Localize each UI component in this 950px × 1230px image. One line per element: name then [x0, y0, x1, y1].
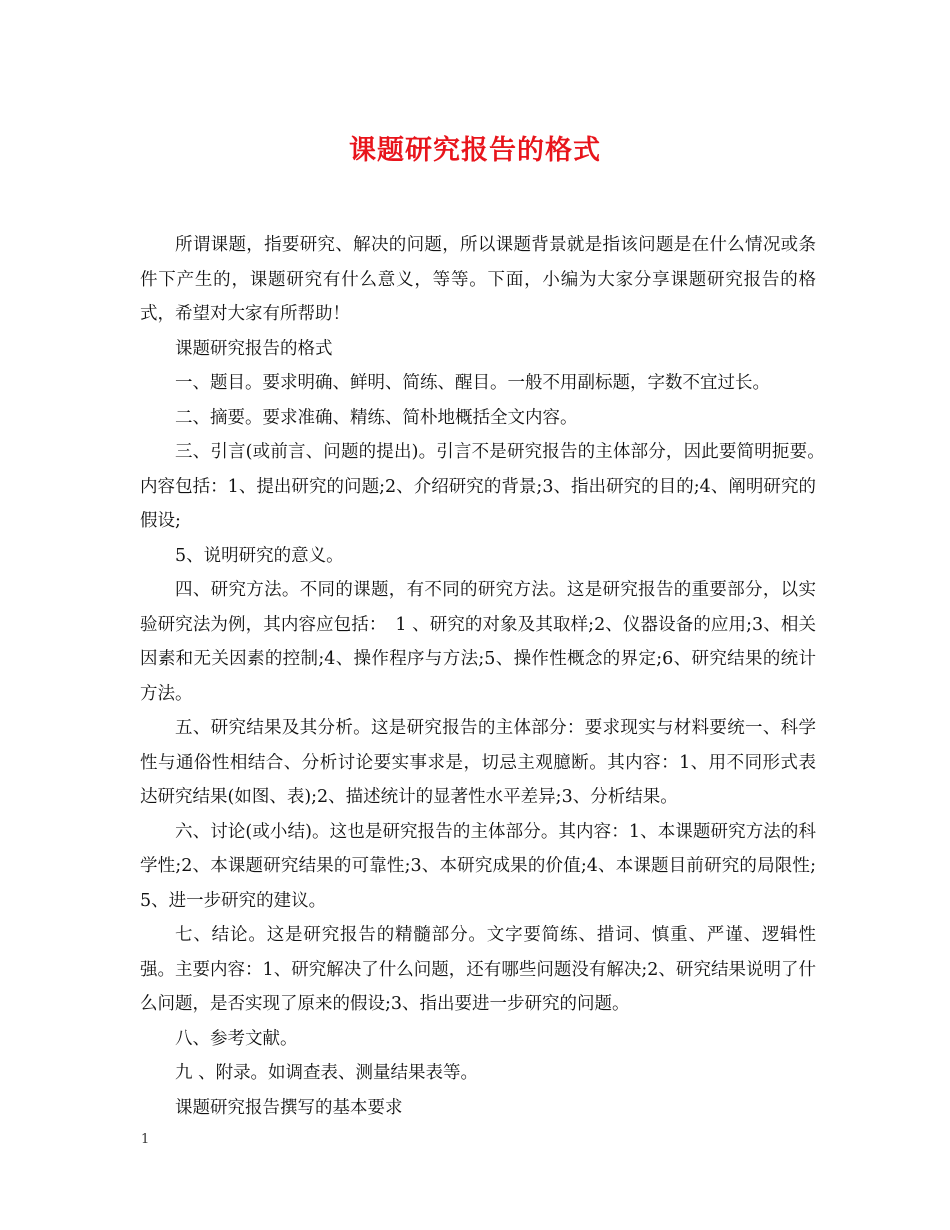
paragraph-results-section: 五、研究结果及其分析。这是研究报告的主体部分：要求现实与材料要统一、科学性与通俗性相结合、分析讨论要实事求是，切忌主观臆断。其内容：1、用不同形式表达研究结果(如图、表);2、描述统计的显著性水平差异;3、分析结果。 — [140, 718, 816, 807]
page-number: 1 — [141, 1132, 150, 1147]
paragraph-introduction-section: 三、引言(或前言、问题的提出)。引言不是研究报告的主体部分，因此要简明扼要。 内容包括：1、提出研究的问题;2、介绍研究的背景;3、指出研究的目的;4、阐明研究的假设; — [140, 442, 834, 531]
paragraph-requirements-heading: 课题研究报告撰写的基本要求 — [175, 1097, 403, 1118]
paragraph-heading-format: 课题研究报告的格式 — [175, 338, 333, 359]
paragraph-significance-item: 5、说明研究的意义。 — [175, 545, 344, 566]
paragraph-appendix-section: 九 、附录。如调查表、测量结果表等。 — [175, 1063, 479, 1083]
paragraph-title-section: 一、题目。要求明确、鲜明、简练、醒目。一般不用副标题，字数不宜过长。 — [175, 373, 770, 393]
paragraph-methods-section: 四、研究方法。不同的课题，有不同的研究方法。这是研究报告的重要部分，以实验研究法为例，其内容应包括： 1 、研究的对象及其取样;2、仪器设备的应用;3、相关因素和无关因素的控制;4、操作程序与方法;5、操作性概念的界定;6、研究结果的统计方法。 — [140, 580, 816, 704]
paragraph-discussion-section: 六、讨论(或小结)。这也是研究报告的主体部分。其内容：1、本课题研究方法的科学性;2、本课题研究结果的可靠性;3、本研究成果的价值;4、本课题目前研究的局限性;5、进一步研究的建议。 — [140, 821, 816, 911]
document-body — [140, 228, 834, 1125]
paragraph-abstract-section: 二、摘要。要求准确、精练、简朴地概括全文内容。 — [175, 407, 578, 428]
paragraph-intro: 所谓课题，指要研究、解决的问题，所以课题背景就是指该问题是在什么情况或条件下产生的，课题研究有什么意义，等等。下面，小编为大家分享课题研究报告的格式，希望对大家有所帮助！ — [140, 235, 816, 324]
document-title: 课题研究报告的格式 — [349, 135, 601, 166]
paragraph-references-section: 八、参考文献。 — [175, 1028, 298, 1049]
paragraph-conclusion-section: 七、结论。这是研究报告的精髓部分。文字要简练、措词、慎重、严谨、逻辑性强。主要内容：1、研究解决了什么问题，还有哪些问题没有解决;2、研究结果说明了什么问题，是否实现了原来的假设;3、指出要进一步研究的问题。 — [140, 925, 816, 1014]
